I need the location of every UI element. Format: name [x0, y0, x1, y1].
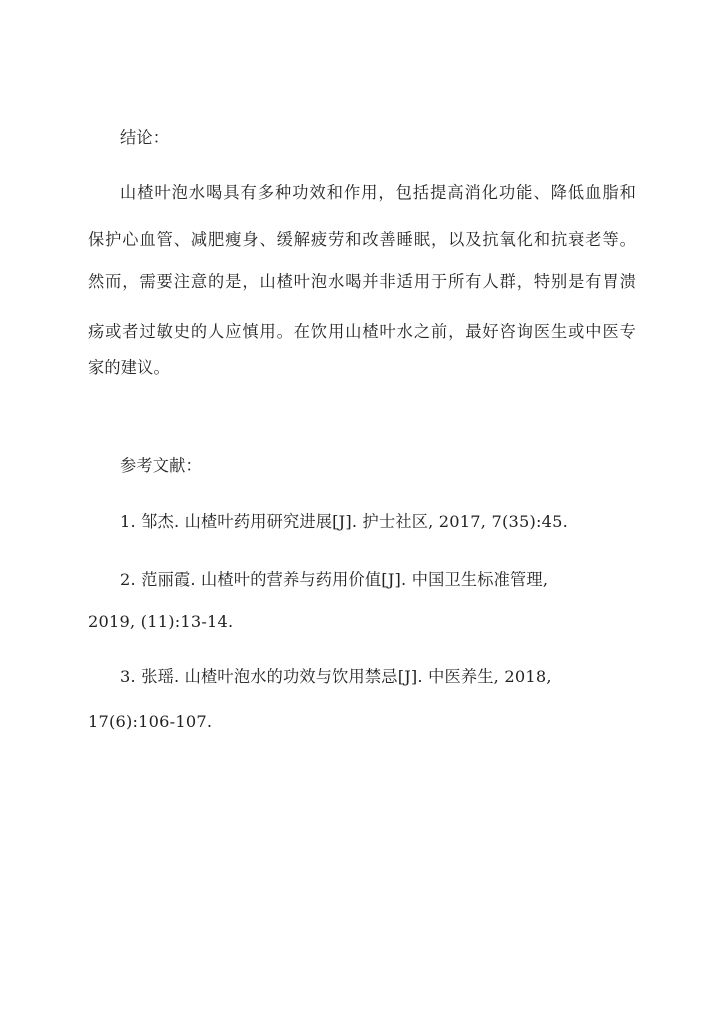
reference-item-2-line-1: 2. 范丽霞. 山楂叶的营养与药用价值[J]. 中国卫生标准管理, — [120, 570, 549, 589]
reference-item-1: 1. 邹杰. 山楂叶药用研究进展[J]. 护士社区, 2017, 7(35):45. — [120, 512, 569, 531]
reference-item-3-line-2: 17(6):106-107. — [88, 712, 213, 731]
conclusion-line-1: 山楂叶泡水喝具有多种功效和作用，包括提高消化功能、降低血脂和 — [120, 183, 636, 202]
reference-item-2-line-2: 2019, (11):13-14. — [88, 612, 234, 631]
conclusion-line-5: 家的建议。 — [88, 358, 170, 377]
conclusion-line-3: 然而，需要注意的是，山楂叶泡水喝并非适用于所有人群，特别是有胃溃 — [88, 272, 636, 291]
conclusion-heading: 结论： — [120, 128, 170, 147]
conclusion-line-4: 疡或者过敏史的人应慎用。在饮用山楂叶水之前，最好咨询医生或中医专 — [88, 322, 636, 341]
conclusion-line-2: 保护心血管、减肥瘦身、缓解疲劳和改善睡眠，以及抗氧化和抗衰老等。 — [88, 230, 636, 249]
references-heading: 参考文献： — [120, 456, 202, 475]
reference-item-3-line-1: 3. 张瑶. 山楂叶泡水的功效与饮用禁忌[J]. 中医养生, 2018, — [120, 667, 552, 686]
